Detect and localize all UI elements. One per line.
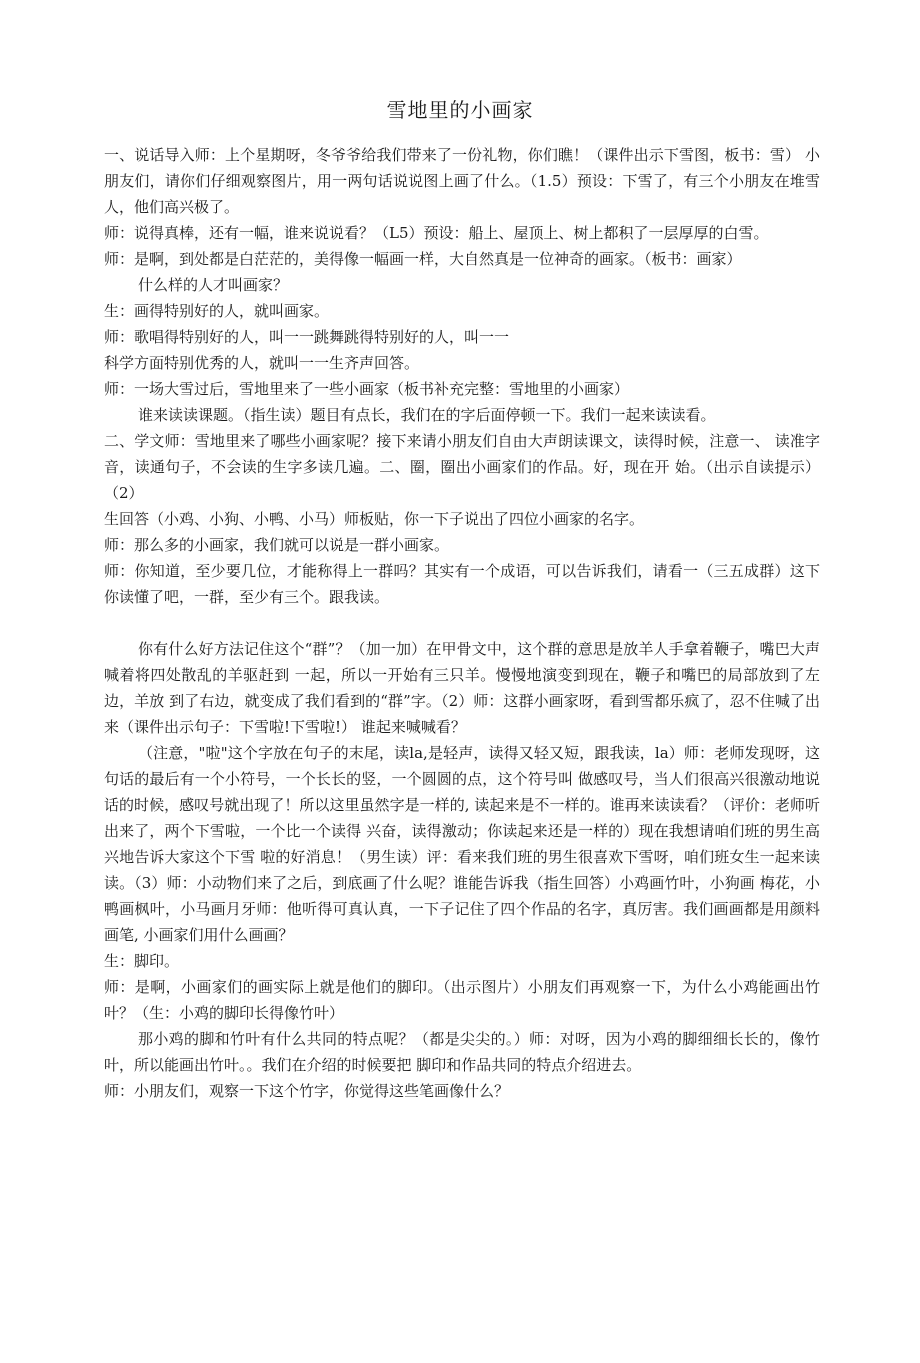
paragraph: （注意，"啦"这个字放在句子的末尾，读la,是轻声，读得又轻又短，跟我读，la）师：老师发现呀，这句话的最后有一个小符号，一个长长的竖，一个圆圆的点，这个符号叫 做感叹号，当人们很高兴很激动地说话的时候，感叹号就出现了！所以这里虽然字是一样的, 读起来是不一样的。谁再来读读看？（评价：老师听出来了，两个下雪啦，一个比一个读得 兴奋，读得激动；你读起来还是一样的）现在我想请咱们班的男生高兴地告诉大家这个下雪 啦的好消息！（男生读）评：看来我们班的男生很喜欢下雪呀，咱们班女生一起来读读。（3）师：小动物们来了之后，到底画了什么呢？谁能告诉我（指生回答）小鸡画竹叶，小狗画 梅花，小鸭画枫叶，小马画月牙师：他听得可真认真，一下子记住了四个作品的名字，真厉害。我们画画都是用颜料画笔, 小画家们用什么画画？ [104,744,820,944]
paragraph: 师：是啊，小画家们的画实际上就是他们的脚印。（出示图片）小朋友们再观察一下，为什么小鸡能画出竹叶？（生：小鸡的脚印长得像竹叶） [104,978,820,1022]
paragraph: 一、说话导入师：上个星期呀，冬爷爷给我们带来了一份礼物，你们瞧！（课件出示下雪图，板书：雪） 小朋友们，请你们仔细观察图片，用一两句话说说图上画了什么。（1.5）预设：下雪了，有三个小朋友在堆雪人，他们高兴极了。 [104,146,820,216]
paragraph: 生：脚印。 [104,952,180,970]
paragraph: 师：小朋友们，观察一下这个竹字，你觉得这些笔画像什么？ [104,1082,510,1100]
paragraph: 师：说得真棒，还有一幅，谁来说说看？（L5）预设：船上、屋顶上、树上都积了一层厚厚的白雪。 [104,224,769,242]
paragraph: 师：是啊，到处都是白茫茫的，美得像一幅画一样，大自然真是一位神奇的画家。（板书：画家） [104,250,742,268]
paragraph: 师：你知道，至少要几位，才能称得上一群吗？其实有一个成语，可以告诉我们，请看一（三五成群）这下你读懂了吧，一群，至少有三个。跟我读。 [104,562,820,606]
paragraph-spacer [104,610,820,636]
paragraph: 师：一场大雪过后，雪地里来了一些小画家（板书补充完整：雪地里的小画家） [104,380,630,398]
document-title: 雪地里的小画家 [386,98,534,122]
paragraph: 师：歌唱得特别好的人，叫一一跳舞跳得特别好的人，叫一一 [104,328,510,346]
paragraph: 生回答（小鸡、小狗、小鸭、小马）师板贴，你一下子说出了四位小画家的名字。 [104,510,645,528]
paragraph: 什么样的人才叫画家？ [138,276,289,294]
paragraph: 生：画得特别好的人，就叫画家。 [104,302,330,320]
paragraph: 二、学文师：雪地里来了哪些小画家呢？接下来请小朋友们自由大声朗读课文，读得时候，注意一、 读准字音，读通句子，不会读的生字多读几遍。二、圈，圈出小画家们的作品。好，现在开 始。（出示自读提示）（2） [104,432,820,502]
paragraph: 那小鸡的脚和竹叶有什么共同的特点呢？（都是尖尖的。）师：对呀，因为小鸡的脚细细长长的，像竹叶，所以能画出竹叶。。我们在介绍的时候要把 脚印和作品共同的特点介绍进去。 [104,1030,820,1074]
paragraph: 你有什么好方法记住这个“群”？（加一加）在甲骨文中，这个群的意思是放羊人手拿着鞭子，嘴巴大声喊着将四处散乱的羊驱赶到 一起，所以一开始有三只羊。慢慢地演变到现在，鞭子和嘴巴的局部放到了左边，羊放 到了右边，就变成了我们看到的“群”字。（2）师：这群小画家呀，看到雪都乐疯了，忍不住喊了出来（课件出示句子：下雪啦!下雪啦!） 谁起来喊喊看？ [104,640,820,736]
paragraph: 谁来读读课题。（指生读）题目有点长，我们在的字后面停顿一下。我们一起来读读看。 [138,406,716,424]
document-body [104,142,820,1104]
paragraph: 师：那么多的小画家，我们就可以说是一群小画家。 [104,536,450,554]
paragraph: 科学方面特别优秀的人，就叫一一生齐声回答。 [104,354,420,372]
